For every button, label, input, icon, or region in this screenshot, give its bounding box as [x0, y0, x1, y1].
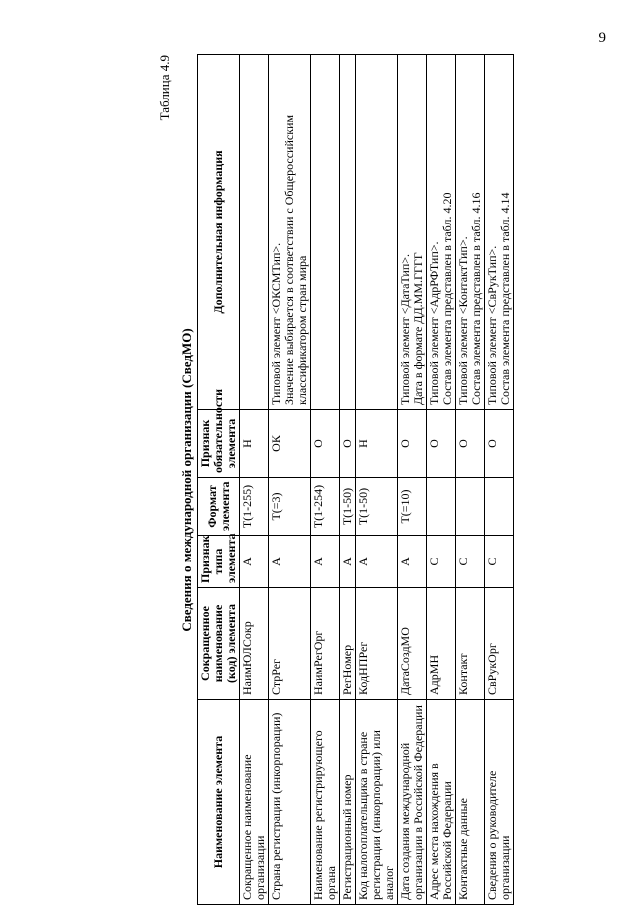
cell-info	[485, 55, 514, 410]
cell-code: Контакт	[456, 588, 485, 700]
page-number: 9	[598, 30, 606, 46]
cell-info	[269, 55, 311, 410]
cell-code: СвРукОрг	[485, 588, 514, 700]
cell-required: О	[311, 410, 340, 478]
table-title: Сведения о международной организации (СведМО)	[179, 328, 194, 632]
cell-format: T(1-255)	[240, 478, 269, 536]
table-header-row	[198, 55, 240, 905]
table-row	[427, 55, 456, 905]
info-line: Типовой элемент <КонтактТип>.	[456, 236, 470, 405]
cell-code: ДатаСоздМО	[398, 588, 427, 700]
cell-type: С	[485, 536, 514, 588]
cell-info	[240, 55, 269, 410]
cell-info	[340, 55, 356, 410]
col-header-type: Признак типа элемента	[198, 536, 240, 588]
info-line: Состав элемента представлен в табл. 4.16	[469, 192, 483, 405]
cell-code: НаимЮЛСокр	[240, 588, 269, 700]
cell-type: С	[427, 536, 456, 588]
cell-name: Наименование регистрирующего органа	[311, 700, 340, 905]
cell-required: О	[427, 410, 456, 478]
cell-name: Дата создания международной организации в Российской Федерации	[398, 700, 427, 905]
cell-type: А	[340, 536, 356, 588]
cell-format: T(1-50)	[340, 478, 356, 536]
rotated-table-page	[125, 55, 545, 905]
cell-format: T(=3)	[269, 478, 311, 536]
cell-format	[427, 478, 456, 536]
cell-name: Страна регистрации (инкорпорации)	[269, 700, 311, 905]
col-header-required: Признак обязательности элемента	[198, 410, 240, 478]
cell-format: T(=10)	[398, 478, 427, 536]
cell-code: СтрРег	[269, 588, 311, 700]
cell-code: КодНПРег	[356, 588, 398, 700]
info-line: Типовой элемент <ДатаТип>.	[398, 253, 412, 405]
cell-name: Контактные данные	[456, 700, 485, 905]
cell-info	[398, 55, 427, 410]
cell-type: А	[240, 536, 269, 588]
cell-type: А	[311, 536, 340, 588]
elements-table	[197, 54, 514, 905]
cell-type: А	[356, 536, 398, 588]
info-line: Типовой элемент <ОКСМТип>.	[269, 242, 283, 405]
info-line: Состав элемента представлен в табл. 4.14	[498, 192, 512, 405]
cell-required: О	[398, 410, 427, 478]
cell-type: С	[456, 536, 485, 588]
table-row	[356, 55, 398, 905]
table-row	[269, 55, 311, 905]
cell-info	[427, 55, 456, 410]
cell-code: РегНомер	[340, 588, 356, 700]
cell-format	[456, 478, 485, 536]
cell-format	[485, 478, 514, 536]
info-line: Типовой элемент <АдрРФТип>.	[427, 241, 441, 405]
cell-name: Код налогоплательщика в стране регистрации (инкорпорации) или аналог	[356, 700, 398, 905]
table-row	[240, 55, 269, 905]
cell-code: АдрМН	[427, 588, 456, 700]
info-line: Дата в формате ДД.ММ.ГГГГ	[411, 252, 425, 405]
info-line: Состав элемента представлен в табл. 4.20	[440, 192, 454, 405]
cell-required: О	[456, 410, 485, 478]
cell-type: А	[398, 536, 427, 588]
cell-name: Адрес места нахождения в Российской Федерации	[427, 700, 456, 905]
cell-required: Н	[240, 410, 269, 478]
cell-info	[311, 55, 340, 410]
cell-format: T(1-254)	[311, 478, 340, 536]
cell-required: ОК	[269, 410, 311, 478]
cell-type: А	[269, 536, 311, 588]
info-line: Значение выбирается в соответствии с Общероссийским классификатором стран мира	[282, 114, 309, 405]
cell-required: О	[485, 410, 514, 478]
table-row	[311, 55, 340, 905]
cell-required: Н	[356, 410, 398, 478]
table-row	[456, 55, 485, 905]
col-header-format: Формат элемента	[198, 478, 240, 536]
cell-name: Регистрационный номер	[340, 700, 356, 905]
cell-format: T(1-50)	[356, 478, 398, 536]
cell-name: Сведения о руководителе организации	[485, 700, 514, 905]
table-label: Таблица 4.9	[157, 55, 172, 121]
table-body	[240, 55, 514, 905]
col-header-code: Сокращенное наименование (код) элемента	[198, 588, 240, 700]
table-row	[340, 55, 356, 905]
table-row	[398, 55, 427, 905]
info-line: Типовой элемент <СвРукТип>.	[485, 245, 499, 405]
cell-code: НаимРегОрг	[311, 588, 340, 700]
cell-name: Сокращенное наименование организации	[240, 700, 269, 905]
cell-info	[356, 55, 398, 410]
col-header-info: Дополнительная информация	[198, 55, 240, 410]
cell-info	[456, 55, 485, 410]
table-row	[485, 55, 514, 905]
col-header-name: Наименование элемента	[198, 700, 240, 905]
cell-required: О	[340, 410, 356, 478]
